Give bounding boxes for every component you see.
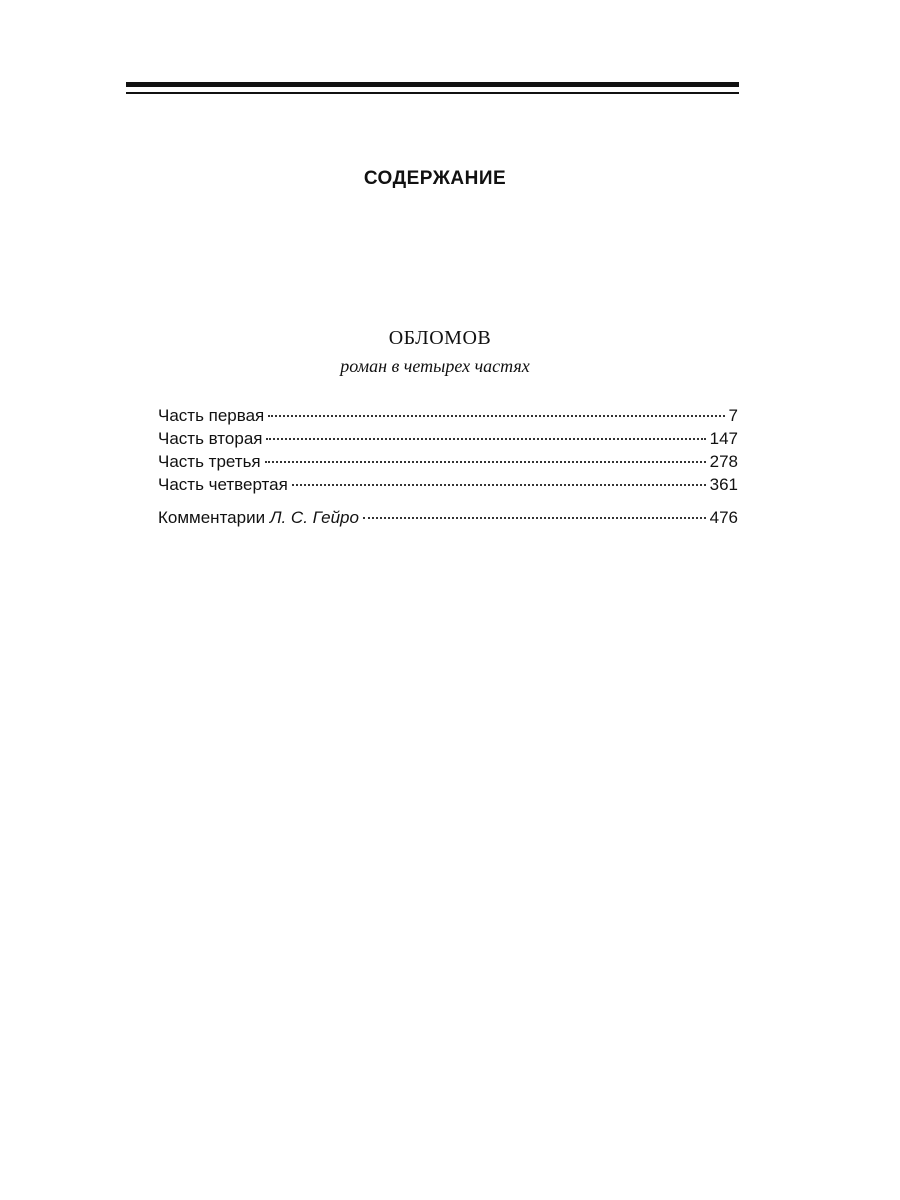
toc-entry-commentary[interactable] <box>158 506 738 529</box>
toc-entry-label: Часть третья <box>158 452 261 471</box>
toc-entry-label <box>158 506 359 529</box>
page-heading: СОДЕРЖАНИЕ <box>363 168 507 189</box>
toc-entry-page: 7 <box>728 406 738 425</box>
toc-leader-dots <box>292 484 706 486</box>
toc-entry-label: Часть первая <box>158 406 265 425</box>
toc-entry-part-4[interactable] <box>158 473 738 496</box>
work-title: ОБЛОМОВ <box>388 327 492 349</box>
toc-entry-label: Часть четвертая <box>158 475 288 494</box>
table-of-contents <box>158 404 738 529</box>
commentary-label: Комментарии <box>158 508 266 527</box>
toc-entry-page: 278 <box>709 452 738 471</box>
top-rule-thin <box>126 92 739 94</box>
toc-entry-part-3[interactable] <box>158 450 738 473</box>
toc-entry-part-1[interactable] <box>158 404 738 427</box>
toc-leader-dots <box>268 415 724 417</box>
toc-leader-dots <box>363 517 706 519</box>
toc-leader-dots <box>266 438 705 440</box>
toc-entry-page: 361 <box>709 475 738 494</box>
toc-entry-page: 147 <box>709 429 738 448</box>
toc-entry-label: Часть вторая <box>158 429 263 448</box>
top-rule-thick <box>126 82 739 87</box>
toc-entry-part-2[interactable] <box>158 427 738 450</box>
toc-entry-page: 476 <box>709 508 738 527</box>
toc-leader-dots <box>265 461 706 463</box>
work-subtitle: роман в четырех частях <box>340 356 530 376</box>
commentary-author: Л. С. Гейро <box>269 508 359 527</box>
